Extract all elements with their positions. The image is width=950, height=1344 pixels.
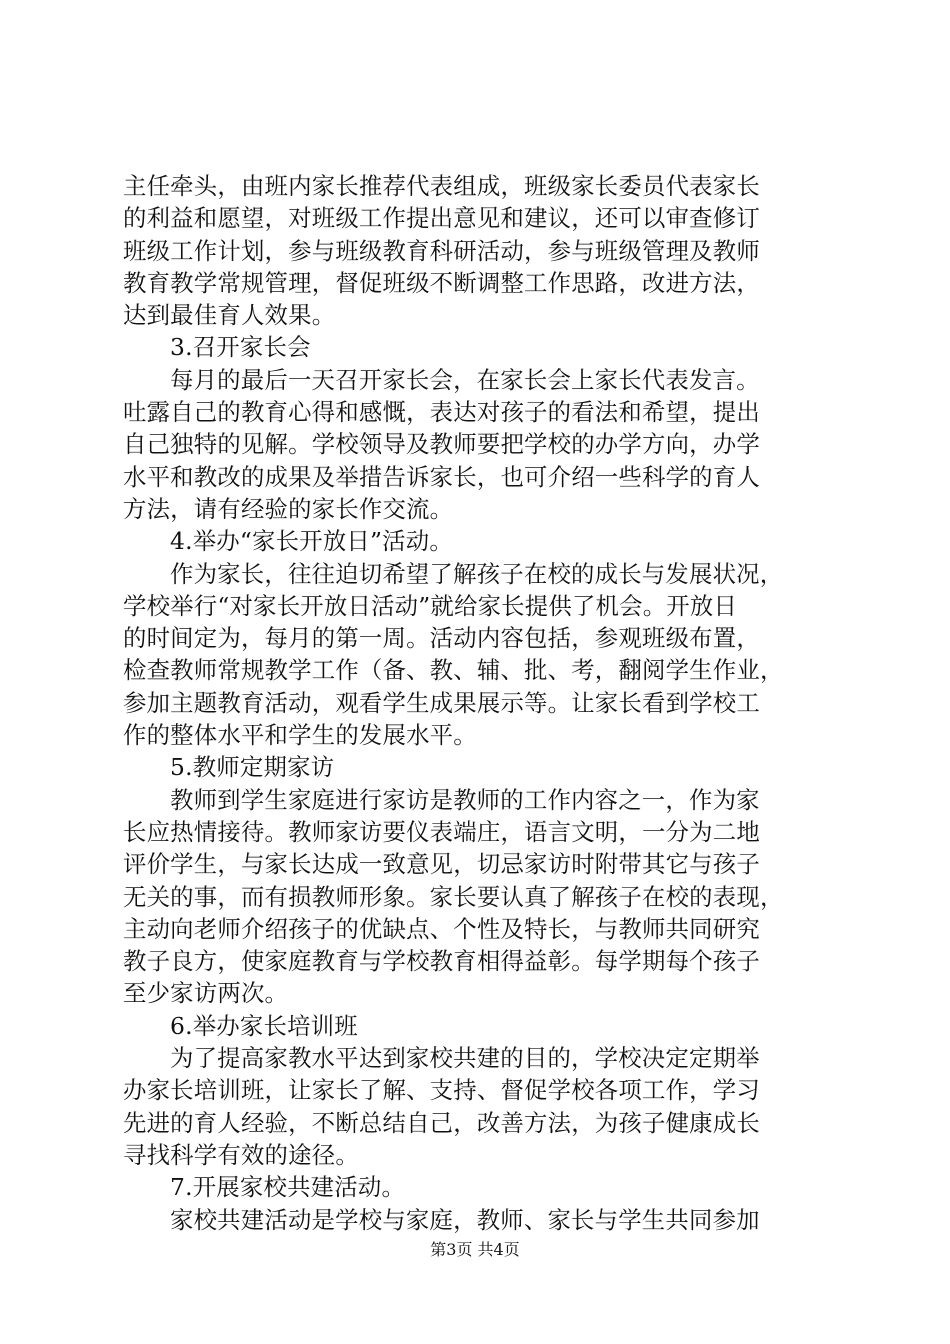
section-heading: 7.开展家校共建活动。 <box>170 1173 406 1202</box>
paragraph-line: 参加主题教育活动，观看学生成果展示等。让家长看到学校工 <box>123 688 760 717</box>
paragraph-line: 教师到学生家庭进行家访是教师的工作内容之一，作为家 <box>170 785 760 814</box>
paragraph-line: 无关的事，而有损教师形象。家长要认真了解孩子在校的表现， <box>123 882 784 911</box>
paragraph-line: 办家长培训班，让家长了解、支持、督促学校各项工作，学习 <box>123 1076 760 1105</box>
paragraph-line: 主任牵头，由班内家长推荐代表组成，班级家长委员代表家长 <box>123 172 760 200</box>
paragraph-line: 的利益和愿望，对班级工作提出意见和建议，还可以审查修订 <box>123 204 760 233</box>
paragraph-line: 为了提高家教水平达到家校共建的目的，学校决定定期举 <box>170 1044 760 1073</box>
paragraph-line: 方法，请有经验的家长作交流。 <box>123 494 454 523</box>
paragraph-line: 水平和教改的成果及举措告诉家长，也可介绍一些科学的育人 <box>123 462 760 491</box>
section-heading: 5.教师定期家访 <box>170 753 335 782</box>
paragraph-line: 每月的最后一天召开家长会，在家长会上家长代表发言。 <box>170 365 760 394</box>
paragraph-line: 寻找科学有效的途径。 <box>123 1140 359 1169</box>
paragraph-line: 教育教学常规管理，督促班级不断调整工作思路，改进方法， <box>123 268 760 297</box>
paragraph-line: 教子良方，使家庭教育与学校教育相得益彰。每学期每个孩子 <box>123 947 760 976</box>
paragraph-line: 家校共建活动是学校与家庭，教师、家长与学生共同参加 <box>170 1205 760 1234</box>
paragraph-line: 先进的育人经验，不断总结自己，改善方法，为孩子健康成长 <box>123 1108 760 1137</box>
page-footer: 第3页 共4页 <box>430 1240 520 1259</box>
document-body <box>123 170 835 1236</box>
paragraph-line: 作的整体水平和学生的发展水平。 <box>123 721 477 750</box>
paragraph-line: 主动向老师介绍孩子的优缺点、个性及特长，与教师共同研究 <box>123 914 760 943</box>
paragraph-line: 评价学生，与家长达成一致意见，切忌家访时附带其它与孩子 <box>123 850 760 879</box>
paragraph-line: 学校举行“对家长开放日活动”就给家长提供了机会。开放日 <box>123 591 738 620</box>
paragraph-line: 检查教师常规教学工作（备、教、辅、批、考，翻阅学生作业， <box>123 656 784 685</box>
section-heading: 3.召开家长会 <box>170 333 311 362</box>
paragraph-line: 作为家长，往往迫切希望了解孩子在校的成长与发展状况， <box>170 559 784 588</box>
paragraph-line: 至少家访两次。 <box>123 979 289 1008</box>
paragraph-line: 吐露自己的教育心得和感慨，表达对孩子的看法和希望，提出 <box>123 398 760 427</box>
paragraph-line: 班级工作计划，参与班级教育科研活动，参与班级管理及教师 <box>123 236 760 265</box>
section-heading: 4.举办“家长开放日”活动。 <box>170 527 453 556</box>
paragraph-line: 自己独特的见解。学校领导及教师要把学校的办学方向，办学 <box>123 430 760 459</box>
section-heading: 6.举办家长培训班 <box>170 1011 358 1040</box>
paragraph-line: 长应热情接待。教师家访要仪表端庄，语言文明，一分为二地 <box>123 817 760 846</box>
paragraph-line: 达到最佳育人效果。 <box>123 301 336 330</box>
paragraph-line: 的时间定为，每月的第一周。活动内容包括，参观班级布置， <box>123 624 760 653</box>
